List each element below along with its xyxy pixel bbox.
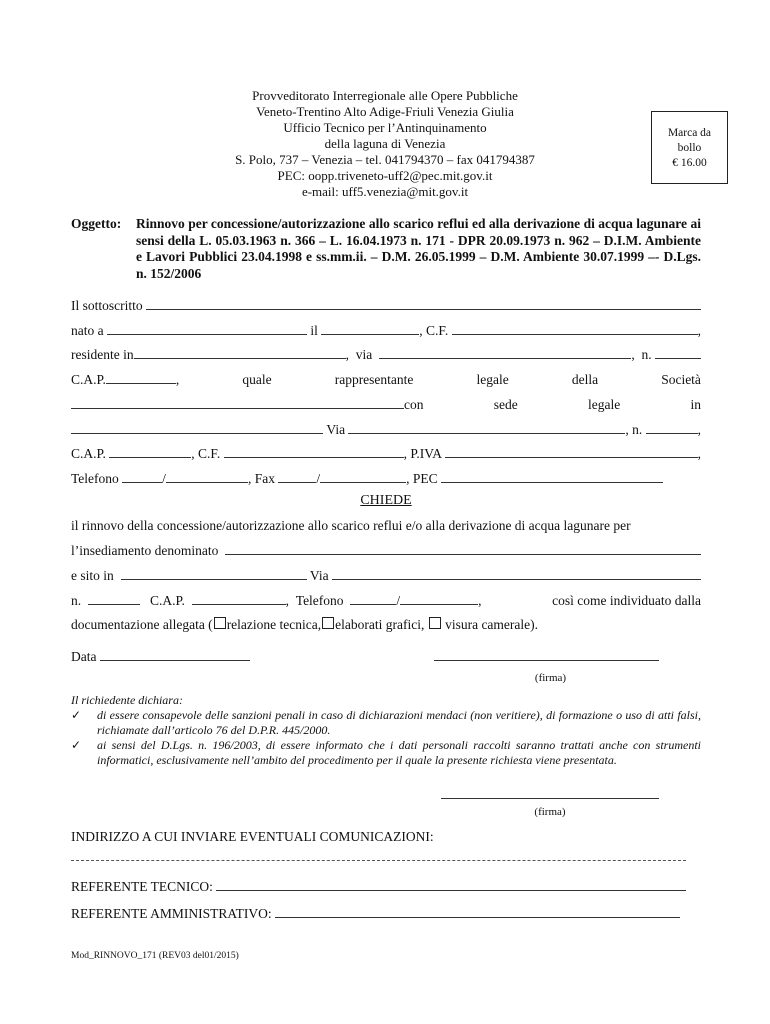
label-n-sito: n.: [71, 593, 82, 608]
check-icon: ✓: [71, 708, 82, 722]
stamp-label-2: bollo: [677, 142, 702, 154]
label-insediamento: l’insediamento denominato: [71, 543, 219, 558]
label-elaborati: elaborati grafici,: [335, 617, 425, 632]
header-office-line4: della laguna di Venezia: [324, 136, 446, 151]
label-relazione: relazione tecnica,: [226, 617, 322, 632]
row-documentazione: [71, 616, 701, 634]
field-via-sito[interactable]: [332, 567, 701, 580]
field-cap-sede[interactable]: [109, 445, 191, 458]
row-societa-sede: [71, 396, 701, 414]
field-piva[interactable]: [445, 445, 697, 458]
firma-label-1: (firma): [534, 672, 567, 684]
label-in: in: [690, 397, 701, 412]
label-legale: legale: [476, 372, 509, 387]
label-n: n.: [641, 347, 652, 362]
field-residenza[interactable]: [134, 346, 346, 359]
label-il: il: [310, 323, 318, 338]
subject-text: Rinnovo per concessione/autorizzazione allo scarico reflui ed alla derivazione di acqua lagunare ai sensi della L. 05.03.1963 n. 366 – L. 16.04.1973 n. 171 - DPR 20.09.1973 n. 962 – D.I.M. Ambiente e Lavori Pubblici 23.04.1998 e ss.mm.ii. – D.M. 26.05.1999 – D.M. Ambiente 30.07.1999 –- D.Lgs. n. 152/2006: [136, 216, 701, 281]
row-sottoscritto: [71, 297, 701, 315]
label-della: della: [571, 372, 599, 387]
field-referente-amministrativo[interactable]: [275, 905, 680, 918]
header-pec: PEC: oopp.triveneto-uff2@pec.mit.gov.it: [277, 168, 493, 183]
revenue-stamp-box: [651, 111, 728, 184]
dichiarazione-item: [71, 738, 701, 768]
label-referente-tecnico: REFERENTE TECNICO:: [71, 879, 213, 894]
label-nato-a: nato a: [71, 323, 104, 338]
row-richiesta: [71, 517, 701, 535]
field-data-nascita[interactable]: [321, 322, 419, 335]
dichiarazione-block: [71, 693, 701, 768]
label-via-sede: Via: [326, 422, 346, 437]
label-cap-sede: C.A.P.: [71, 446, 106, 461]
checkbox-visura-camerale[interactable]: [429, 617, 441, 629]
field-referente-tecnico[interactable]: [216, 878, 686, 891]
label-cap: C.A.P.: [71, 372, 106, 387]
label-pec: PEC: [412, 471, 438, 486]
label-n-sede: n.: [632, 422, 643, 437]
field-indirizzo-comunicazioni[interactable]: [71, 860, 686, 861]
field-insediamento[interactable]: [225, 542, 701, 555]
field-cf-societa[interactable]: [224, 445, 404, 458]
stamp-label-1: Marca da: [667, 127, 712, 139]
field-cf[interactable]: [452, 322, 698, 335]
firma-label-2: (firma): [534, 806, 566, 818]
label-referente-amministrativo: REFERENTE AMMINISTRATIVO:: [71, 906, 272, 921]
field-firma-1[interactable]: [434, 648, 659, 661]
row-sito-dettagli: n. C.A.P. , Telefono / , così come individuato dalla: [71, 593, 701, 608]
header-address: S. Polo, 737 – Venezia – tel. 041794370 – fax 041794387: [235, 152, 535, 167]
header-office-line1: Provveditorato Interregionale alle Opere Pubbliche: [252, 88, 518, 103]
field-via-residenza[interactable]: [379, 346, 631, 359]
field-cap-residenza[interactable]: [106, 371, 176, 384]
row-firma-2: [71, 786, 701, 804]
row-contatti: Telefono / , Fax / , PEC: [71, 470, 701, 488]
label-cap-sito: C.A.P.: [150, 593, 185, 608]
row-cap-rappresentante: C.A.P. , quale rappresentante legale della Società: [71, 372, 701, 387]
field-tel-numero[interactable]: [166, 470, 248, 483]
label-sottoscritto: Il sottoscritto: [71, 298, 143, 313]
row-residenza: residente in , via , n.: [71, 346, 701, 364]
field-civico-sito[interactable]: [88, 592, 140, 605]
form-code-footer: Mod_RINNOVO_171 (REV03 del01/2015): [71, 951, 239, 961]
label-sede: sede: [493, 397, 518, 412]
label-cf-sede: C.F.: [198, 446, 221, 461]
field-fax-numero[interactable]: [320, 470, 406, 483]
label-documentazione: documentazione allegata (: [71, 617, 213, 632]
label-residente-in: residente in: [71, 347, 134, 362]
field-comune-sede[interactable]: [71, 421, 323, 434]
field-luogo-nascita[interactable]: [107, 322, 307, 335]
row-nascita: nato a il , C.F. ,: [71, 323, 701, 338]
header-office-line3: Ufficio Tecnico per l’Antinquinamento: [283, 120, 487, 135]
label-visura: visura camerale).: [445, 617, 539, 632]
row-cap-cf-piva: C.A.P. , C.F. , P.IVA ,: [71, 446, 701, 461]
label-quale: quale: [242, 372, 272, 387]
label-rappresentante: rappresentante: [334, 372, 414, 387]
label-data: Data: [71, 649, 97, 664]
label-societa: Società: [661, 372, 701, 387]
field-sottoscritto[interactable]: [146, 297, 701, 310]
checkbox-relazione-tecnica[interactable]: [214, 617, 226, 629]
dichiarazione-item: [71, 708, 701, 738]
field-tel-numero-sito[interactable]: [400, 592, 478, 605]
field-fax-prefisso[interactable]: [278, 470, 316, 483]
label-telefono: Telefono: [71, 471, 119, 486]
field-tel-prefisso[interactable]: [122, 470, 162, 483]
label-via-sito: Via: [309, 568, 329, 583]
label-via: via: [355, 347, 373, 362]
label-piva: P.IVA: [410, 446, 442, 461]
field-firma-2[interactable]: [441, 786, 659, 799]
header-office-line2: Veneto-Trentino Alto Adige-Friuli Venezia Giulia: [256, 104, 514, 119]
row-sede-indirizzo: Via , n. ,: [71, 421, 701, 439]
field-tel-prefisso-sito[interactable]: [350, 592, 396, 605]
field-civico-sede[interactable]: [646, 421, 698, 434]
label-telefono-sito: Telefono: [295, 593, 344, 608]
richiesta-text: il rinnovo della concessione/autorizzazione allo scarico reflui e/o alla derivazione di acqua lagunare per: [71, 518, 631, 533]
dichiarazione-text-2: ai sensi del D.Lgs. n. 196/2003, di essere informato che i dati personali raccolti saranno trattati anche con strumenti informatici, esclusivamente nell’ambito del procedimento per il quale la presente richiesta viene presentata.: [97, 738, 701, 767]
label-con: con: [404, 397, 424, 412]
field-cap-sito[interactable]: [192, 592, 286, 605]
label-cosi: così come individuato dalla: [552, 593, 701, 608]
row-sito: [71, 567, 701, 585]
label-fax: Fax: [254, 471, 275, 486]
header-email: e-mail: uff5.venezia@mit.gov.it: [301, 184, 469, 199]
field-data[interactable]: [100, 648, 250, 661]
row-comunicazioni: [71, 828, 701, 846]
row-data-firma: [71, 648, 701, 666]
row-referente-tecnico: [71, 878, 701, 896]
stamp-amount: € 16.00: [672, 157, 707, 169]
field-pec[interactable]: [441, 470, 663, 483]
field-via-sede[interactable]: [348, 421, 625, 434]
dichiarazione-text-1: di essere consapevole delle sanzioni penali in caso di dichiarazioni mendaci (non veritiere), di formazione o uso di atti falsi, richiamate dall’articolo 76 del D.P.R. 445/2000.: [97, 708, 701, 737]
row-referente-amministrativo: [71, 905, 701, 923]
field-comune-sito[interactable]: [121, 567, 307, 580]
field-civico-residenza[interactable]: [655, 346, 701, 359]
label-legale-sede: legale: [588, 397, 621, 412]
check-icon: ✓: [71, 738, 82, 752]
chiede-heading: CHIEDE: [360, 493, 412, 508]
checkbox-elaborati-grafici[interactable]: [322, 617, 334, 629]
label-cf: C.F.: [426, 323, 449, 338]
subject-label: Oggetto:: [71, 216, 122, 231]
label-comunicazioni: INDIRIZZO A CUI INVIARE EVENTUALI COMUNICAZIONI:: [71, 829, 434, 844]
row-insediamento: [71, 542, 701, 560]
subject-block: [71, 216, 701, 282]
label-e-sito-in: e sito in: [71, 568, 114, 583]
field-societa[interactable]: [71, 396, 404, 409]
dichiarazione-title: Il richiedente dichiara:: [71, 693, 183, 707]
